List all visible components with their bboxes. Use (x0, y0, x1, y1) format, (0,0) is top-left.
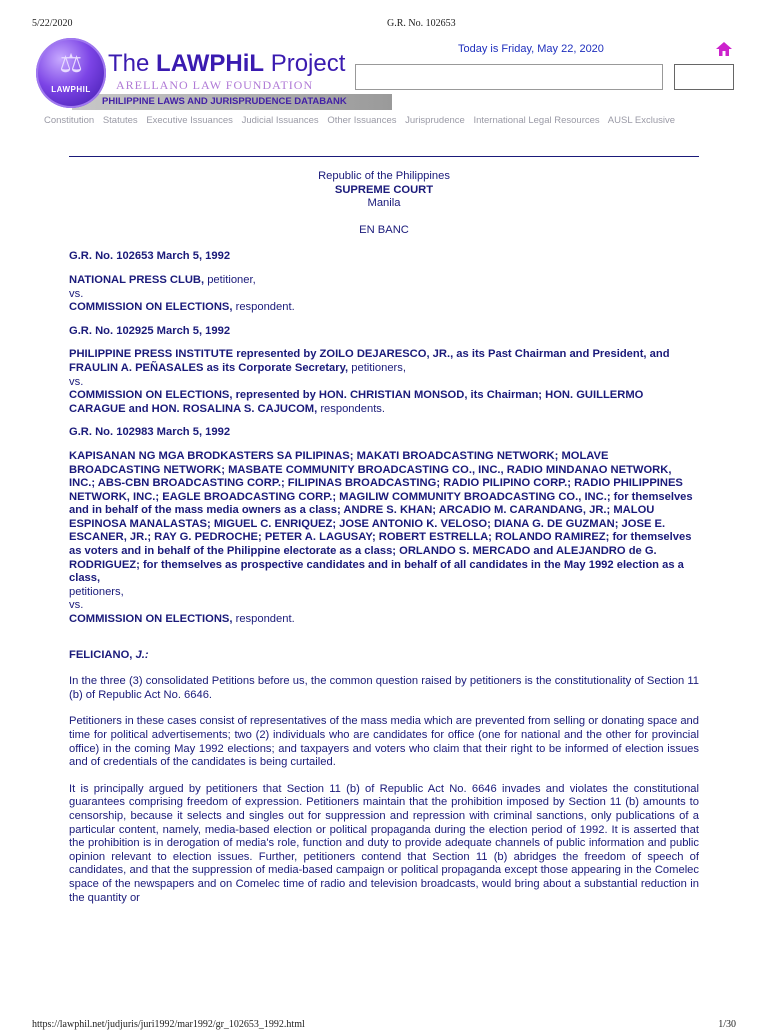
versus-1: vs. (69, 287, 84, 300)
search-input[interactable] (355, 64, 663, 90)
case-2-respondent (69, 389, 699, 416)
court-line: SUPREME COURT (334, 183, 434, 196)
print-title: G.R. No. 102653 (387, 18, 456, 29)
case-3-petitioner: KAPISANAN NG MGA BRODKASTERS SA PILIPINAS; MAKATI BROADCASTING NETWORK; MOLAVE BROADCASTING NETWORK; MASBATE COMMUNITY BROADCASTING CO., INC., RADIO MINDANAO NETWORK, INC.; ABS-CBN BROADCASTING CORP.; FILIPINAS BROADCASTING; RADIO PILIPINO CORP.; RADIO PHILIPPINES NETWORK, INC.; EAGLE BROADCASTING CORP.; MAGILIW COMMUNITY BROADCASTING CO., INC.; for themselves and in behalf of the mass media owners as a class; ANDRE S. KHAN; ARCADIO M. CARANDANG, JR.; MALOU ESPINOSA MANALASTAS; MIGUEL C. ENRIQUEZ; JOSE ANTONIO K. VELOSO; DIANA G. DE GUZMAN; JOSE E. ESCANER, JR.; RAY G. PEDROCHE; PETER A. LAGUSAY; ROBERT ESTRELLA; ROLANDO RAMIREZ; for themselves as voters and in behalf of the Philippine electorate as a class; ORLANDO S. MERCADO and ALEJANDRO de G. RODRIGUEZ; for themselves as prospective candidates and in behalf of all candidates in the May 1992 election as a class, (69, 449, 693, 585)
nav-judicial-issuances[interactable]: Judicial Issuances (241, 115, 319, 126)
header-divider (69, 156, 699, 157)
nav-constitution[interactable]: Constitution (44, 115, 95, 126)
division-line: EN BANC (359, 223, 409, 236)
versus-3: vs. (69, 599, 84, 612)
case-number-3: G.R. No. 102983 March 5, 1992 (69, 426, 231, 439)
paragraph-2: Petitioners in these cases consist of representatives of the mass media which are prevented from selling or donating space and time for political advertisements; two (2) individuals who are candidates for office (one for national and the other for provincial office) in the coming May 1992 elections; and taxpayers and voters who claim that their right to be informed of election issues and of credentials of the candidates is being curtailed. (69, 715, 699, 769)
page-number: 1/30 (718, 1019, 736, 1030)
petitioner-role: petitioner, (204, 273, 256, 286)
nav-jurisprudence[interactable]: Jurisprudence (405, 115, 465, 126)
print-url: https://lawphil.net/judjuris/juri1992/mar1992/gr_102653_1992.html (32, 1019, 305, 1030)
republic-line: Republic of the Philippines (318, 170, 450, 182)
respondent-role: respondent. (232, 613, 295, 626)
ponente (69, 649, 699, 663)
today-date: Today is Friday, May 22, 2020 (458, 43, 604, 55)
respondent-role: respondents. (317, 402, 386, 415)
search-button[interactable] (674, 64, 734, 90)
respondent-name: COMMISSION ON ELECTIONS, represented by HON. CHRISTIAN MONSOD, its Chairman; HON. GUILLERMO CARAGUE and HON. ROSALINA S. CAJUCOM, (69, 389, 644, 415)
respondent-role: respondent. (232, 301, 295, 314)
city-line: Manila (367, 197, 401, 210)
paragraph-3: It is principally argued by petitioners that Section 11 (b) of Republic Act No. 6646 invades and violates the constitutional guarantees comprising freedom of expression. Petitioners maintain that the prohibition imposed by Section 11 (b) amounts to censorship, because it selects and singles out for suppression and repression with criminal sanctions, only publications of a particular content, namely, media-based election or political propaganda during the election period of 1992. It is asserted that the prohibition is in derogation of media's role, function and duty to provide adequate channels of public information and public opinion relevant to election issues. Further, petitioners contend that Section 11 (b) abridges the freedom of speech of candidates, and that the suppression of media-based campaign or political propaganda except those appearing in the Comelec space of the newspapers and on Comelec time of radio and television broadcasts, would bring about a substantial reduction in the quantity or (69, 782, 699, 904)
paragraph-1: In the three (3) consolidated Petitions before us, the common question raised by petitioners is the constitutionality of Section 11 (b) of Republic Act No. 6646. (69, 675, 699, 701)
respondent-name: COMMISSION ON ELECTIONS, (69, 613, 233, 626)
case-3-petitioner-role: petitioners, (69, 585, 124, 598)
nav-statutes[interactable]: Statutes (102, 115, 138, 126)
case-1-respondent (69, 301, 699, 315)
petitioner-role: petitioners, (348, 361, 406, 374)
logo-subtitle: ARELLANO LAW FOUNDATION (116, 78, 314, 92)
petitioner-name: NATIONAL PRESS CLUB, (69, 273, 205, 286)
site-logo[interactable] (36, 38, 366, 114)
print-date: 5/22/2020 (32, 18, 73, 29)
case-1-petitioner (69, 274, 699, 288)
case-2-petitioner (69, 348, 699, 375)
ponente-suffix: J.: (135, 648, 149, 661)
versus-2: vs. (69, 375, 84, 388)
scales-icon: ⚖ (59, 48, 83, 78)
nav-executive-issuances[interactable]: Executive Issuances (146, 115, 233, 126)
logo-emblem (36, 38, 106, 108)
logo-title (108, 50, 345, 78)
logo-band-text: PHILIPPINE LAWS AND JURISPRUDENCE DATABANK (102, 96, 347, 107)
logo-title-pre: The (108, 50, 157, 77)
logo-title-brand: LAWPHiL (156, 50, 265, 77)
logo-small-text: LAWPHIL (51, 85, 91, 94)
main-nav (44, 115, 681, 126)
logo-title-post: Project (264, 50, 346, 77)
home-icon[interactable] (716, 42, 732, 56)
nav-other-issuances[interactable]: Other Issuances (327, 115, 397, 126)
nav-ausl-exclusive[interactable]: AUSL Exclusive (607, 115, 676, 126)
decision-document (69, 170, 699, 905)
case-number-1: G.R. No. 102653 March 5, 1992 (69, 250, 231, 263)
case-3-respondent (69, 613, 699, 627)
logo-band (72, 94, 392, 110)
ponente-name: FELICIANO, (69, 648, 136, 661)
case-number-2: G.R. No. 102925 March 5, 1992 (69, 324, 231, 337)
nav-international-legal-resources[interactable]: International Legal Resources (473, 115, 600, 126)
petitioner-name: PHILIPPINE PRESS INSTITUTE represented by ZOILO DEJARESCO, JR., as its Past Chairman and President, and FRAULIN A. PEÑASALES as its Corporate Secretary, (69, 348, 670, 374)
respondent-name: COMMISSION ON ELECTIONS, (69, 301, 233, 314)
